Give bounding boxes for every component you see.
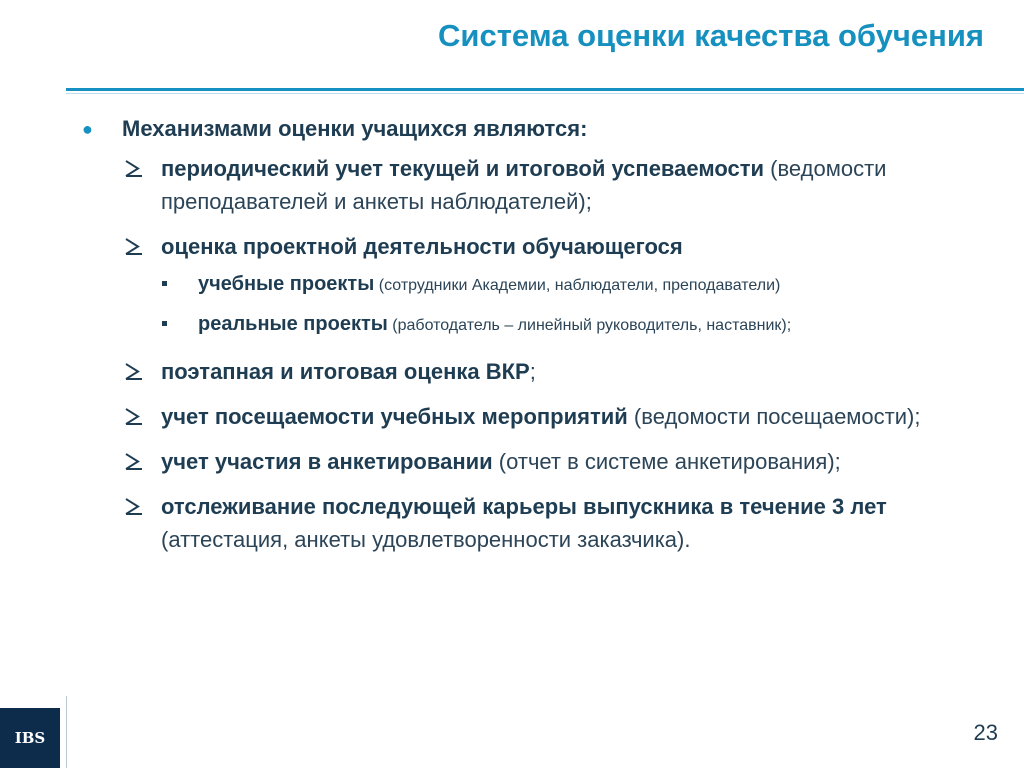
chevron-right-icon: [122, 355, 146, 388]
list-item: [82, 445, 982, 478]
sub-list-item: [82, 269, 982, 301]
list-item-plain: (ведомости посещаемости);: [627, 404, 921, 429]
list-item-bold: периодический учет текущей и итоговой успеваемости: [161, 156, 765, 181]
chevron-right-icon: [122, 445, 146, 478]
list-item: [82, 230, 982, 263]
square-bullet-icon: [162, 281, 167, 286]
list-item-bold: отслеживание последующей карьеры выпускника в течение 3 лет: [161, 494, 887, 519]
main-bullet: [82, 110, 982, 148]
footer-divider: [66, 696, 67, 768]
list-item-plain: ;: [529, 359, 536, 384]
list-item-plain: (отчет в системе анкетирования);: [492, 449, 841, 474]
slide-title: Система оценки качества обучения: [438, 18, 984, 53]
chevron-right-icon: [122, 230, 146, 263]
list-item-bold: оценка проектной деятельности обучающегося: [161, 234, 683, 259]
sub-list-item: [82, 309, 982, 341]
title-underline-thin: [66, 93, 1024, 94]
bullet-dot-icon: ●: [82, 119, 93, 139]
list-item-plain: (ведомости преподавателей и анкеты наблюдателей);: [161, 156, 887, 214]
sub-list-item-plain: (сотрудники Академии, наблюдатели, преподаватели): [374, 277, 781, 294]
chevron-right-icon: [122, 400, 146, 433]
square-bullet-icon: [162, 321, 167, 326]
list-item: [82, 355, 982, 388]
page-number: 23: [973, 720, 998, 745]
list-item-bold: учет посещаемости учебных мероприятий: [161, 404, 628, 429]
sub-list-item-plain: (работодатель – линейный руководитель, наставник);: [387, 317, 792, 334]
list-item: [82, 152, 982, 218]
main-bullet-text: Механизмами оценки учащихся являются:: [122, 116, 588, 141]
ibs-logo: IBS: [0, 708, 60, 768]
slide-content: [82, 110, 982, 568]
sub-list-item-bold: реальные проекты: [198, 313, 388, 335]
list-item-bold: учет участия в анкетировании: [161, 449, 493, 474]
chevron-right-icon: [122, 152, 146, 185]
chevron-right-icon: [122, 490, 146, 523]
title-underline: [66, 88, 1024, 91]
list-item: [82, 490, 982, 556]
sub-list-item-bold: учебные проекты: [198, 273, 375, 295]
list-item-plain: (аттестация, анкеты удовлетворенности заказчика).: [161, 527, 691, 552]
list-item: [82, 400, 982, 433]
list-item-bold: поэтапная и итоговая оценка ВКР: [161, 359, 530, 384]
